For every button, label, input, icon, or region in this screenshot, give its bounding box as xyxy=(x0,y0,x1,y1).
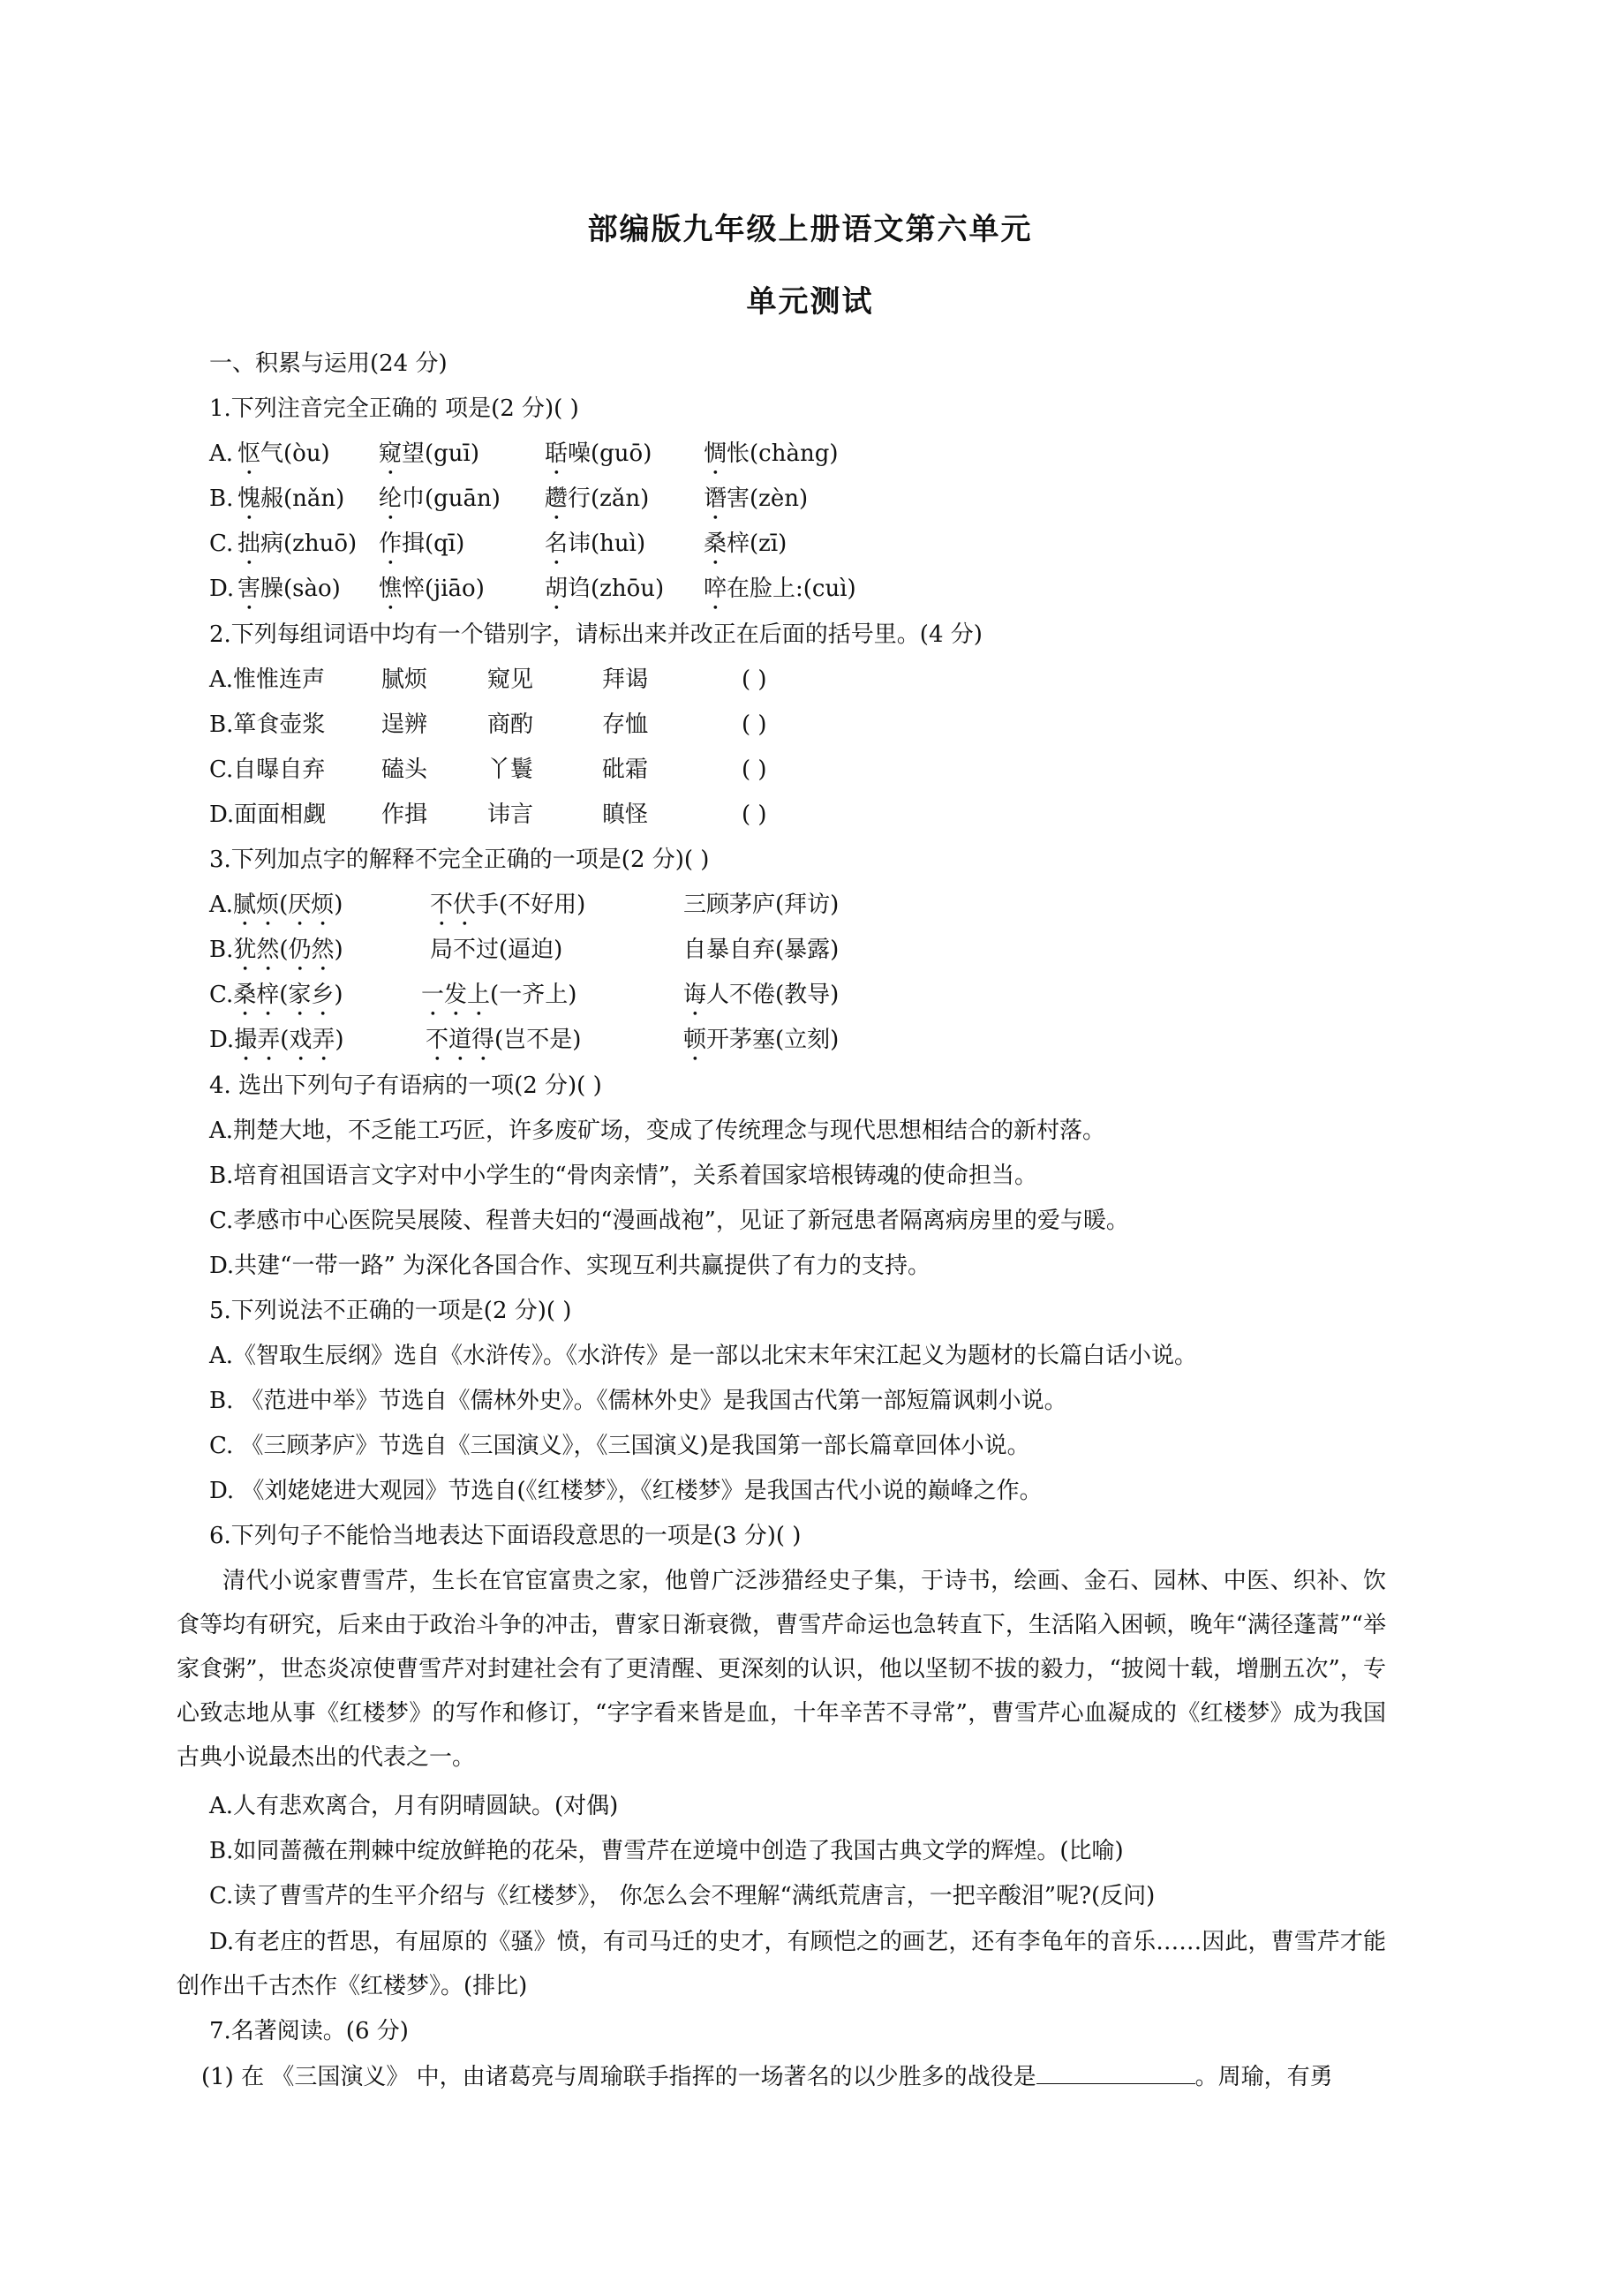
option-word: 讳言 xyxy=(487,802,534,828)
dotted-char: 腻 xyxy=(233,892,257,918)
option-word: 腻烦 xyxy=(381,666,428,693)
word-text: A. xyxy=(209,892,234,918)
word-text: (岂不是) xyxy=(494,1027,582,1053)
dotted-char: 怄 xyxy=(237,440,261,467)
option-word xyxy=(704,485,808,525)
word-rest: 气(òu) xyxy=(260,440,330,467)
word-rest: 臊(sào) xyxy=(260,576,341,602)
word-rest: 赧(nǎn) xyxy=(260,486,345,512)
dotted-char: 一 xyxy=(421,982,445,1008)
option-word xyxy=(237,530,357,570)
option-word: 砒霜 xyxy=(602,757,649,783)
dotted-char: 顿 xyxy=(683,1027,707,1053)
question-6-option-d: D.有老庄的哲思，有屈原的《骚》愤，有司马迁的史才，有顾恺之的画艺，还有李龟年的音乐……因此，曹雪芹才能创作出千古杰作《红楼梦》。(排比) xyxy=(177,1929,1386,1999)
question-6-passage: 清代小说家曹雪芹，生长在官宦富贵之家，他曾广泛涉猎经史子集，于诗书，绘画、金石、园林、中医、织补、饮食等均有研究，后来由于政治斗争的冲击，曹家日渐衰微，曹雪芹命运也急转直下，生活陷入困顿，晚年“满径蓬蒿”“举家食粥”，世态炎凉使曹雪芹对封建社会有了更清醒、更深刻的认识，他以坚韧不拔的毅力，“披阅十载，增删五次”，专心致志地从事《红楼梦》的写作和修订，“字字看来皆是血，十年辛苦不寻常”，曹雪芹心血凝成的《红楼梦》成为我国古典小说最杰出的代表之一。 xyxy=(177,1568,1386,1771)
dotted-char: 犹 xyxy=(233,937,257,963)
option-word xyxy=(379,530,464,570)
word-rest: 行(zǎn) xyxy=(568,486,650,512)
dotted-char: 纶 xyxy=(379,486,403,512)
word-text: (一齐上) xyxy=(490,982,577,1008)
word-rest: 诌(zhōu) xyxy=(568,576,665,602)
option-word: 存恤 xyxy=(602,711,649,738)
dotted-char: 道 xyxy=(448,1027,472,1053)
option-word: 三顾茅庐(拜访) xyxy=(683,892,840,918)
question-6-option-b: B.如同蔷薇在荆棘中绽放鲜艳的花朵，曹雪芹在逆境中创造了我国古典文学的辉煌。(比喻) xyxy=(209,1838,1124,1864)
option-word: C.自曝自弃 xyxy=(209,757,326,783)
question-5-option-b: B. 《范进中举》节选自《儒林外史》。《儒林外史》是我国古代第一部短篇讽刺小说。 xyxy=(209,1388,1067,1414)
dotted-char: 弄(戏弄) xyxy=(257,1027,344,1053)
word-text: 开茅塞(立刻) xyxy=(706,1027,840,1053)
option-word xyxy=(237,440,330,480)
option-word xyxy=(545,575,664,615)
dotted-char: 胡 xyxy=(545,576,569,602)
question-2-stem: 2.下列每组词语中均有一个错别字，请标出来并改正在后面的括号里。(4 分) xyxy=(209,621,983,648)
dotted-char: 啐 xyxy=(704,576,727,602)
option-word: D.面面相觑 xyxy=(209,802,327,828)
option-label: B. xyxy=(209,486,234,512)
question-6-option-c: C.读了曹雪芹的生平介绍与《红楼梦》， 你怎么会不理解“满纸荒唐言，一把辛酸泪”呢?(反问) xyxy=(209,1883,1156,1909)
word-text: C. xyxy=(209,982,234,1008)
word-text: B. xyxy=(209,937,234,963)
word-text: 手(不好用) xyxy=(476,892,586,918)
dotted-char: 桑 xyxy=(233,982,257,1008)
word-rest: 害(zèn) xyxy=(727,486,809,512)
dotted-char: 惆 xyxy=(704,440,727,467)
question-4-option-d: D.共建“一带一路” 为深化各国合作、实现互利共赢提供了有力的支持。 xyxy=(209,1253,931,1279)
option-word xyxy=(237,485,344,525)
word-rest: 望(guī) xyxy=(402,440,480,467)
option-word xyxy=(545,440,652,480)
option-word: 作揖 xyxy=(381,802,428,828)
dotted-char: 名 xyxy=(545,531,569,557)
section-heading: 一、积累与运用(24 分) xyxy=(209,350,448,377)
dotted-char: 得 xyxy=(471,1027,495,1053)
option-word xyxy=(683,981,839,1021)
question-6-stem: 6.下列句子不能恰当地表达下面语段意思的一项是(3 分)( ) xyxy=(209,1523,802,1549)
dotted-char: 不 xyxy=(430,892,454,918)
question-3-stem: 3.下列加点字的解释不完全正确的一项是(2 分)( ) xyxy=(209,847,710,873)
question-7-item-1-text: (1) 在 《三国演义》 中，由诸葛亮与周瑜联手指挥的一场著名的以少胜多的战役是 xyxy=(201,2064,1036,2090)
word-rest: 在脸上:(cuì) xyxy=(727,576,856,602)
option-word xyxy=(379,575,485,615)
option-word: 瞋怪 xyxy=(602,802,649,828)
question-5-option-c: C. 《三顾茅庐》节选自《三国演义》，《三国演义)是我国第一部长篇章回体小说。 xyxy=(209,1433,1030,1459)
dotted-char: 诲 xyxy=(683,982,707,1008)
option-label: C. xyxy=(209,531,234,557)
document-title: 部编版九年级上册语文第六单元 xyxy=(587,212,1033,247)
dotted-char: 桑 xyxy=(704,531,727,557)
answer-parentheses[interactable]: ( ) xyxy=(742,666,767,693)
option-word xyxy=(237,575,341,615)
answer-parentheses[interactable]: ( ) xyxy=(742,757,767,783)
dotted-char: 趱 xyxy=(545,486,569,512)
dotted-char: 愧 xyxy=(237,486,261,512)
dotted-char: 拙 xyxy=(237,531,261,557)
option-word xyxy=(704,530,787,570)
dotted-char: 发 xyxy=(444,982,468,1008)
word-rest: 悴(jiāo) xyxy=(402,576,485,602)
option-word xyxy=(426,1026,581,1066)
question-7-stem: 7.名著阅读。(6 分) xyxy=(209,2018,409,2044)
option-word: 自暴自弃(暴露) xyxy=(683,937,840,963)
option-word xyxy=(209,936,343,976)
question-4-option-b: B.培育祖国语言文字对中小学生的“骨肉亲情”，关系着国家培根铸魂的使命担当。 xyxy=(209,1163,1037,1189)
dotted-char: 聒 xyxy=(545,440,569,467)
question-7-item-1-tail: 。周瑜，有勇 xyxy=(1194,2064,1333,2090)
answer-parentheses[interactable]: ( ) xyxy=(742,802,767,828)
option-word xyxy=(545,485,649,525)
question-5-option-a: A.《智取生辰纲》选自《水浒传》。《水浒传》是一部以北宋末年宋江起义为题材的长篇白话小说。 xyxy=(209,1343,1198,1369)
word-rest: 揖(qī) xyxy=(402,531,465,557)
option-word xyxy=(545,530,645,570)
option-word: 磕头 xyxy=(381,757,428,783)
dotted-char: 烦(厌烦) xyxy=(256,892,343,918)
option-word: 窥见 xyxy=(487,666,534,693)
option-word xyxy=(379,485,501,525)
option-word xyxy=(683,1026,839,1066)
word-rest: 讳(huì) xyxy=(568,531,646,557)
dotted-char: 不 xyxy=(426,1027,449,1053)
question-4-option-a: A.荆楚大地，不乏能工巧匠，许多废矿场，变成了传统理念与现代思想相结合的新村落。 xyxy=(209,1118,1106,1144)
word-rest: 噪(guō) xyxy=(568,440,652,467)
question-5-stem: 5.下列说法不正确的一项是(2 分)( ) xyxy=(209,1298,572,1324)
option-label: A. xyxy=(209,440,234,467)
option-word: 局不过(逼迫) xyxy=(430,937,563,963)
question-4-stem: 4. 选出下列句子有语病的一项(2 分)( ) xyxy=(209,1073,602,1099)
option-word xyxy=(209,891,343,931)
question-1-stem: 1.下列注音完全正确的 项是(2 分)( ) xyxy=(209,395,579,422)
option-word: 商酌 xyxy=(487,711,534,738)
answer-blank[interactable] xyxy=(1036,2062,1195,2084)
option-word: B.箪食壶浆 xyxy=(209,711,326,738)
question-7-item-1 xyxy=(201,2062,1333,2091)
answer-parentheses[interactable]: ( ) xyxy=(742,711,767,738)
question-5-option-d: D. 《刘姥姥进大观园》节选自(《红楼梦》，《红楼梦》是我国古代小说的巅峰之作。 xyxy=(209,1478,1043,1504)
option-word xyxy=(421,981,576,1021)
dotted-char: 害 xyxy=(237,576,261,602)
dotted-char: 憔 xyxy=(379,576,403,602)
document-subtitle: 单元测试 xyxy=(746,284,874,320)
option-word xyxy=(704,440,839,480)
option-word: 丫鬟 xyxy=(487,757,534,783)
option-word xyxy=(704,575,856,615)
word-rest: 病(zhuō) xyxy=(260,531,358,557)
option-label: D. xyxy=(209,576,235,602)
question-4-option-c: C.孝感市中心医院吴展陵、程普夫妇的“漫画战袍”，见证了新冠患者隔离病房里的爱与暖。 xyxy=(209,1208,1129,1234)
dotted-char: 谮 xyxy=(704,486,727,512)
dotted-char: 梓(家乡) xyxy=(256,982,343,1008)
question-6-option-a: A.人有悲欢离合，月有阴晴圆缺。(对偶) xyxy=(209,1793,619,1819)
word-rest: 梓(zī) xyxy=(727,531,787,557)
option-word xyxy=(209,981,343,1021)
dotted-char: 伏 xyxy=(453,892,477,918)
option-word: 拜谒 xyxy=(602,666,649,693)
word-rest: 怅(chàng) xyxy=(727,440,839,467)
word-rest: 巾(guān) xyxy=(402,486,501,512)
dotted-char: 窥 xyxy=(379,440,403,467)
dotted-char: 作 xyxy=(379,531,403,557)
option-word xyxy=(379,440,479,480)
option-word xyxy=(209,1026,344,1066)
dotted-char: 撮 xyxy=(234,1027,258,1053)
word-text: D. xyxy=(209,1027,235,1053)
dotted-char: 然(仍然) xyxy=(256,937,343,963)
dotted-char: 上 xyxy=(467,982,491,1008)
option-word: 逞辨 xyxy=(381,711,428,738)
option-word: A.惟惟连声 xyxy=(209,666,326,693)
option-word xyxy=(430,891,585,931)
word-text: 人不倦(教导) xyxy=(706,982,840,1008)
